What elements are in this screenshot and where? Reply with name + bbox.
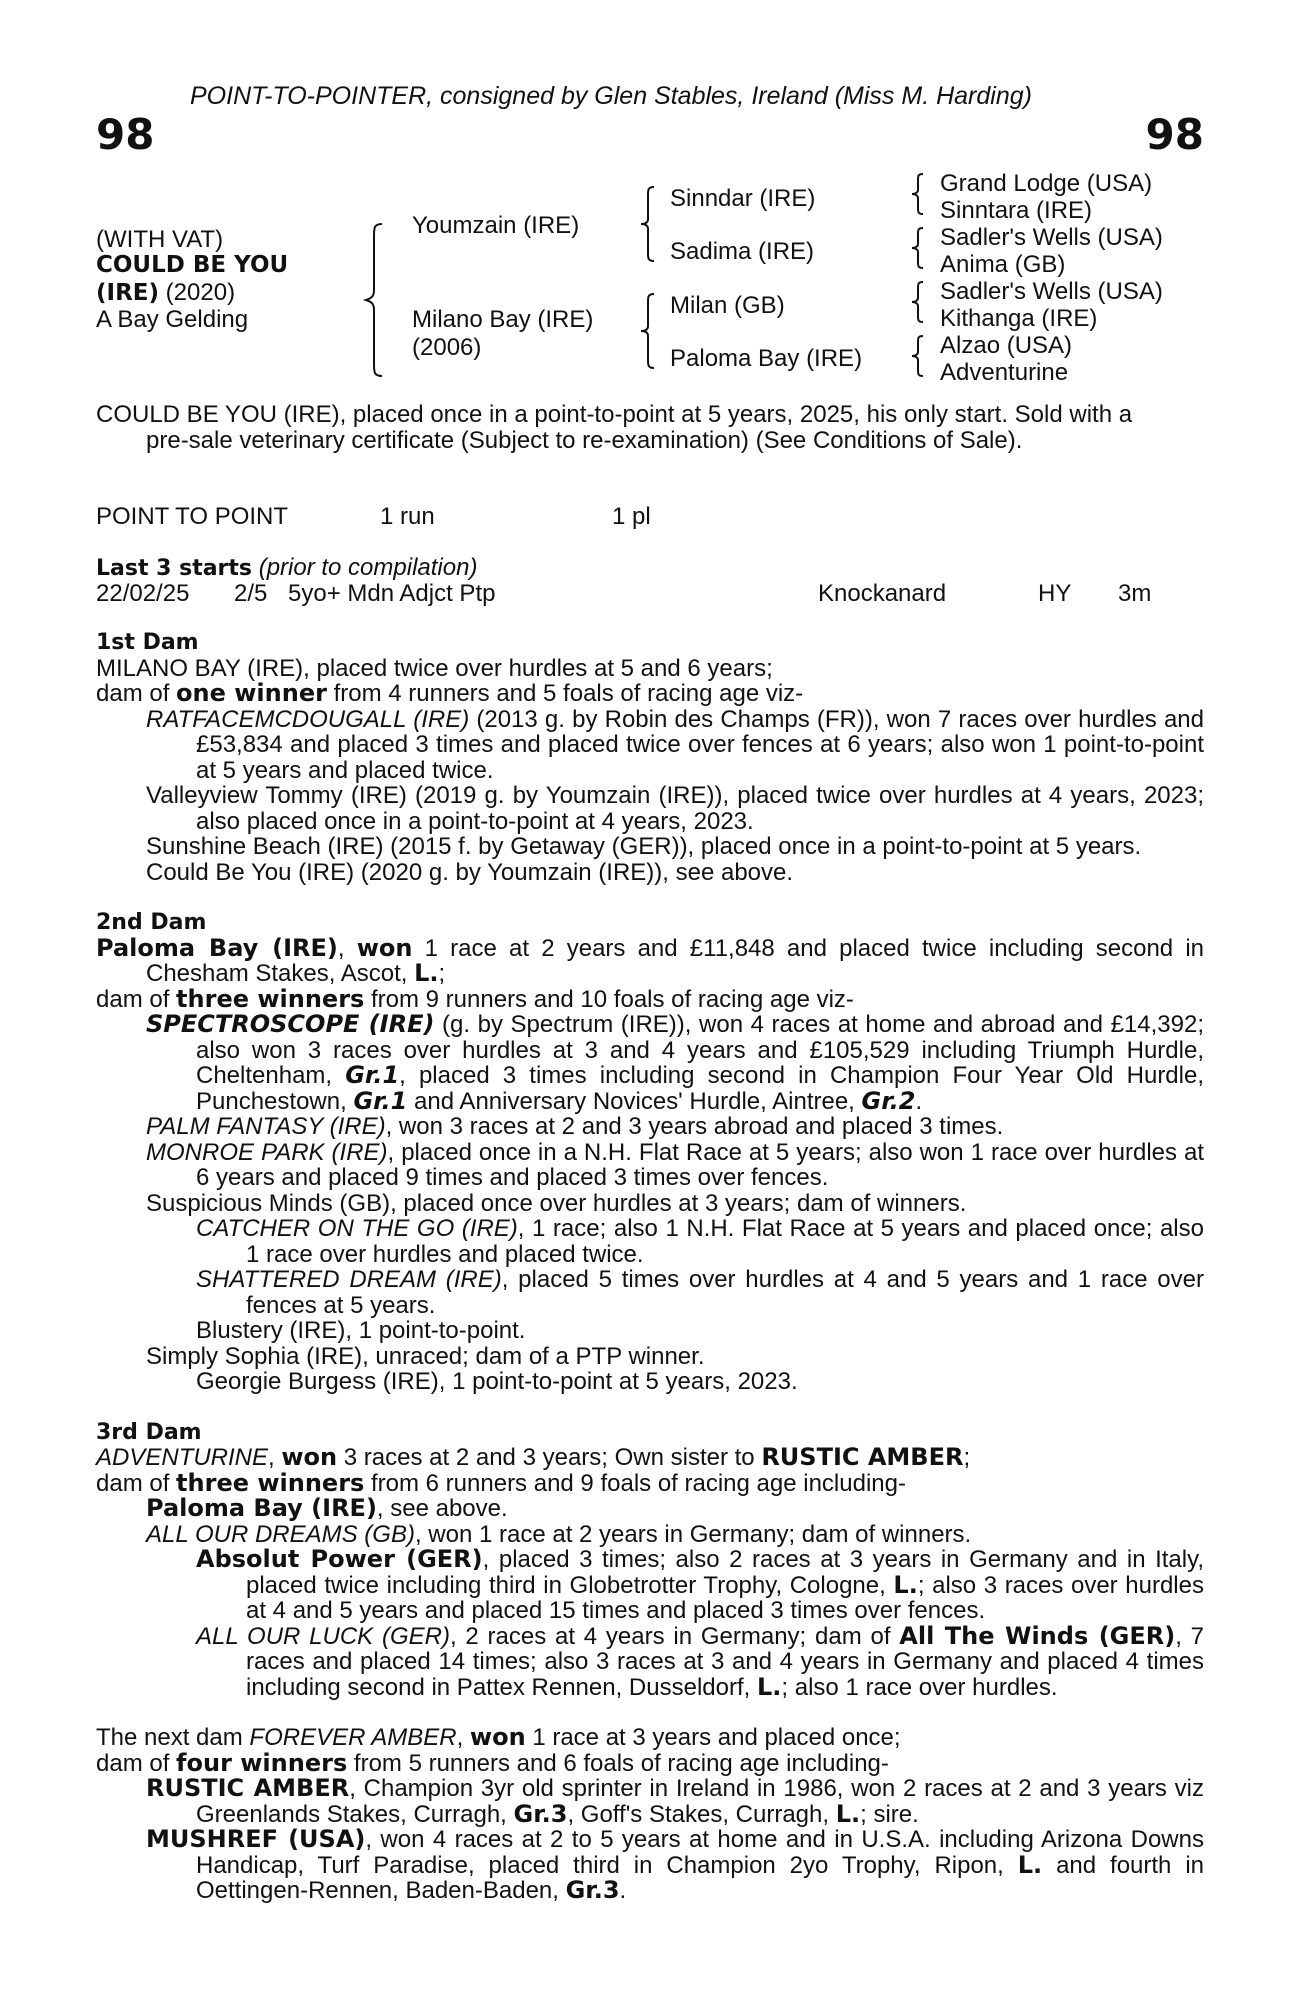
pedigree-brace-main bbox=[360, 220, 392, 380]
dam-sire: Milan (GB) bbox=[670, 292, 785, 319]
produce-entry: MUSHREF (USA), won 4 races at 2 to 5 years at home and in U.S.A. including Arizona Downs Handicap, Turf Paradise, placed third in Champion 2yo Trophy, Ripon, L. and fourth in Oettingen-Rennen, Baden-Baden, Gr.3. bbox=[146, 1825, 1205, 1904]
produce-entry: Absolut Power (GER), placed 3 times; also 2 races at 3 years in Germany and in Italy, placed twice including third in Globetrotter Trophy, Cologne, L.; also 3 races over hurdles at 4 and 5 years and placed 15 times and placed 3 times over fences. bbox=[196, 1545, 1204, 1624]
produce-entry: ALL OUR DREAMS (GB), won 1 race at 2 years in Germany; dam of winners. bbox=[146, 1520, 972, 1548]
dam-details bbox=[96, 630, 1204, 1904]
last-start-course: Knockanard bbox=[818, 580, 947, 607]
last-start-going: HY bbox=[1038, 580, 1072, 607]
next-dam-summary: The next dam FOREVER AMBER, won 1 race at 3 years and placed once; bbox=[96, 1723, 901, 1751]
first-dam-summary: MILANO BAY (IRE), placed twice over hurdles at 5 and 6 years; bbox=[96, 654, 773, 682]
horse-name: COULD BE YOU bbox=[96, 252, 289, 278]
sire-sire: Sinndar (IRE) bbox=[670, 185, 816, 212]
first-dam-produce: dam of one winner from 4 runners and 5 foals of racing age viz- bbox=[96, 679, 804, 707]
pedigree-brace-dam bbox=[636, 290, 662, 372]
produce-entry: Could Be You (IRE) (2020 g. by Youmzain (IRE)), see above. bbox=[146, 858, 794, 886]
sire-dam: Sadima (IRE) bbox=[670, 238, 815, 265]
horse-description: A Bay Gelding bbox=[96, 306, 249, 333]
gg-6: Kithanga (IRE) bbox=[940, 305, 1098, 332]
sire-name: Youmzain (IRE) bbox=[412, 212, 580, 239]
second-dam-produce: dam of three winners from 9 runners and 10 foals of racing age viz- bbox=[96, 984, 854, 1013]
produce-entry: RUSTIC AMBER, Champion 3yr old sprinter in Ireland in 1986, won 2 races at 2 and 3 years viz Greenlands Stakes, Curragh, Gr.3, Goff's Stakes, Curragh, L.; sire. bbox=[146, 1774, 1204, 1828]
second-dam-heading: 2nd Dam bbox=[96, 910, 207, 935]
produce-entry: Paloma Bay (IRE), see above. bbox=[146, 1494, 508, 1522]
last-start-race: 5yo+ Mdn Adjct Ptp bbox=[288, 580, 496, 607]
produce-entry: Georgie Burgess (IRE), 1 point-to-point at 5 years, 2023. bbox=[196, 1368, 798, 1395]
third-dam-produce: dam of three winners from 6 runners and 9 foals of racing age including- bbox=[96, 1468, 906, 1497]
vat-note: (WITH VAT) bbox=[96, 226, 224, 253]
record-label: POINT TO POINT bbox=[96, 503, 289, 530]
gg-7: Alzao (USA) bbox=[940, 332, 1073, 359]
produce-entry: SHATTERED DREAM (IRE), placed 5 times over hurdles at 4 and 5 years and 1 race over fences at 5 years. bbox=[196, 1266, 1204, 1319]
produce-entry: Sunshine Beach (IRE) (2015 f. by Getaway (GER)), placed once in a point-to-point at 5 years. bbox=[146, 833, 1142, 860]
gg-4: Anima (GB) bbox=[940, 251, 1066, 278]
gg-1: Grand Lodge (USA) bbox=[940, 170, 1153, 197]
horse-summary: COULD BE YOU (IRE), placed once in a point-to-point at 5 years, 2025, his only start. Sold with a pre-sale veterinary certificate (Subject to re-examination) (See Conditions of Sale). bbox=[96, 401, 1133, 454]
second-dam-summary: Paloma Bay (IRE), won 1 race at 2 years and £11,848 and placed twice including second in Chesham Stakes, Ascot, L.; bbox=[96, 933, 1204, 987]
catalogue-header: POINT-TO-POINTER, consigned by Glen Stables, Ireland (Miss M. Harding) bbox=[190, 82, 1032, 110]
produce-entry: Valleyview Tommy (IRE) (2019 g. by Youmzain (IRE)), placed twice over hurdles at 4 years, 2023; also placed once in a point-to-point at 4 years, 2023. bbox=[146, 782, 1204, 835]
produce-entry: ALL OUR LUCK (GER), 2 races at 4 years in Germany; dam of All The Winds (GER), 7 races and placed 14 times; also 3 races at 3 and 4 years in Germany and placed 4 times including second in Pattex Rennen, Dusseldorf, L.; also 1 race over hurdles. bbox=[196, 1621, 1205, 1701]
gg-8: Adventurine bbox=[940, 359, 1069, 386]
gg-5: Sadler's Wells (USA) bbox=[940, 278, 1163, 305]
first-dam-heading: 1st Dam bbox=[96, 630, 199, 655]
produce-entry: RATFACEMCDOUGALL (IRE) (2013 g. by Robin des Champs (FR)), won 7 races over hurdles and £53,834 and placed 3 times and placed twice over fences at 6 years; also won 1 point-to-point at 5 years and placed twice. bbox=[146, 705, 1205, 784]
produce-entry: MONROE PARK (IRE), placed once in a N.H. Flat Race at 5 years; also won 1 race over hurdles at 6 years and placed 9 times and placed 3 times over fences. bbox=[146, 1138, 1205, 1191]
horse-origin-year: (IRE) (2020) bbox=[96, 279, 236, 306]
last-start-distance: 3m bbox=[1118, 580, 1152, 607]
dam-year: (2006) bbox=[412, 334, 482, 361]
third-dam-summary: ADVENTURINE, won 3 races at 2 and 3 years; Own sister to RUSTIC AMBER; bbox=[96, 1443, 971, 1471]
produce-entry: Simply Sophia (IRE), unraced; dam of a PTP winner. bbox=[146, 1342, 705, 1370]
record-placed: 1 pl bbox=[612, 503, 651, 530]
third-dam-heading: 3rd Dam bbox=[96, 1419, 202, 1445]
produce-entry: SPECTROSCOPE (IRE) (g. by Spectrum (IRE)), won 4 races at home and abroad and £14,392; also won 3 races over hurdles at 3 and 4 years and £105,529 including Triumph Hurdle, Cheltenham, Gr.1, placed 3 times including second in Champion Four Year Old Hurdle, Punchestown, Gr.1 and Anniversary Novices' Hurdle, Aintree, Gr.2. bbox=[146, 1010, 1205, 1115]
pedigree-braces-gg bbox=[906, 170, 930, 386]
produce-entry: Blustery (IRE), 1 point-to-point. bbox=[196, 1317, 526, 1344]
produce-entry: Suspicious Minds (GB), placed once over hurdles at 3 years; dam of winners. bbox=[146, 1189, 967, 1217]
last-starts-heading: Last 3 starts (prior to compilation) bbox=[96, 554, 478, 581]
dam-name: Milano Bay (IRE) bbox=[412, 306, 594, 333]
next-dam-produce: dam of four winners from 5 runners and 6 foals of racing age including- bbox=[96, 1748, 889, 1777]
pedigree-brace-sire bbox=[636, 183, 662, 265]
dam-dam: Paloma Bay (IRE) bbox=[670, 345, 863, 372]
lot-number-right: 98 bbox=[1145, 110, 1204, 159]
lot-number-left: 98 bbox=[96, 110, 155, 159]
last-start-date: 22/02/25 bbox=[96, 580, 190, 607]
last-start-position: 2/5 bbox=[234, 580, 268, 607]
produce-entry: PALM FANTASY (IRE), won 3 races at 2 and 3 years abroad and placed 3 times. bbox=[146, 1113, 1004, 1140]
gg-2: Sinntara (IRE) bbox=[940, 197, 1093, 224]
produce-entry: CATCHER ON THE GO (IRE), 1 race; also 1 N.H. Flat Race at 5 years and placed once; also 1 race over hurdles and placed twice. bbox=[196, 1215, 1204, 1268]
record-runs: 1 run bbox=[380, 503, 435, 530]
gg-3: Sadler's Wells (USA) bbox=[940, 224, 1163, 251]
